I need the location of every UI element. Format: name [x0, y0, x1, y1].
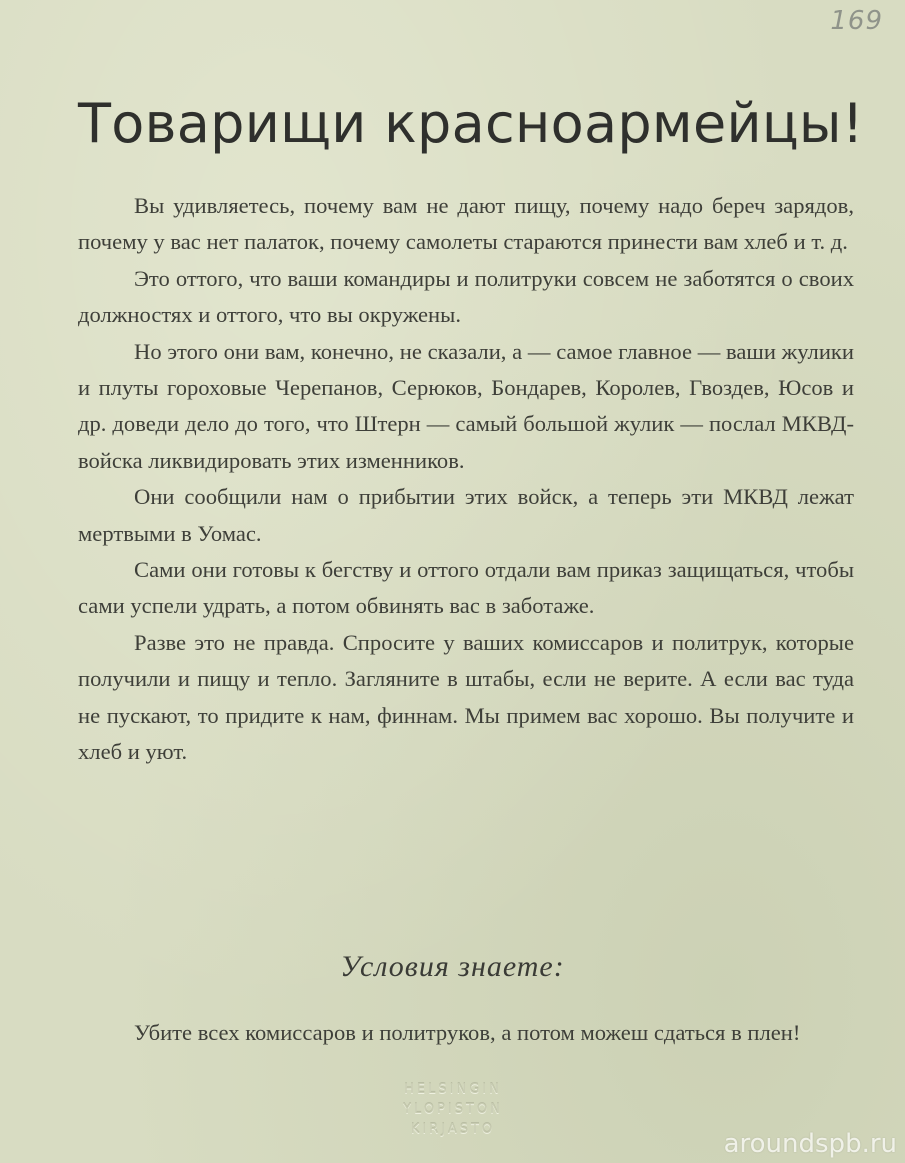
stamp-line-1: HELSINGIN: [404, 1082, 502, 1097]
paragraph-5: Сами они готовы к бегству и оттого отдали вам приказ защищаться, чтобы сами успели удрать, а потом обвинять вас в заботаже.: [78, 557, 854, 619]
page-number: 169: [830, 6, 883, 36]
site-watermark: aroundspb.ru: [723, 1129, 897, 1159]
paragraph-3: Но этого они вам, конечно, не сказали, а — самое главное — ваши жулики и плуты гороховые Черепанов, Серюков, Бондарев, Королев, Гвоздев, Юсов и др. доведи дело до того, что Штерн — самый большой жулик — послал МКВД-войска ликвидировать этих изменников.: [78, 338, 854, 473]
paragraph-4: Они сообщили нам о прибытии этих войск, а теперь эти МКВД лежат мертвыми в Уомас.: [78, 484, 854, 546]
stamp-line-3: KIRJASTO: [410, 1122, 496, 1137]
library-stamp: [388, 1080, 518, 1140]
closing-paragraph: Убите всех комиссаров и политруков, а потом можеш сдаться в плен!: [134, 1020, 801, 1045]
body-text: [78, 188, 854, 771]
stamp-line-2: YLOPISTON: [403, 1102, 503, 1117]
page-title: Товарищи красноармейцы!: [78, 92, 864, 155]
subheading: Условия знаете:: [340, 950, 565, 983]
paragraph-6: Разве это не правда. Спросите у ваших комиссаров и политрук, которые получили и пищу и тепло. Загляните в штабы, если не верите. А если вас туда не пускают, то придите к нам, финнам. Мы примем вас хорошо. Вы получите и хлеб и уют.: [78, 629, 854, 765]
closing-text: [78, 1015, 854, 1051]
paragraph-1: Вы удивляетесь, почему вам не дают пищу, почему надо береч зарядов, почему у вас нет палаток, почему самолеты стараются принести вам хлеб и т. д.: [78, 193, 854, 255]
paragraph-2: Это оттого, что ваши командиры и политруки совсем не заботятся о своих должностях и оттого, что вы окружены.: [78, 265, 854, 328]
